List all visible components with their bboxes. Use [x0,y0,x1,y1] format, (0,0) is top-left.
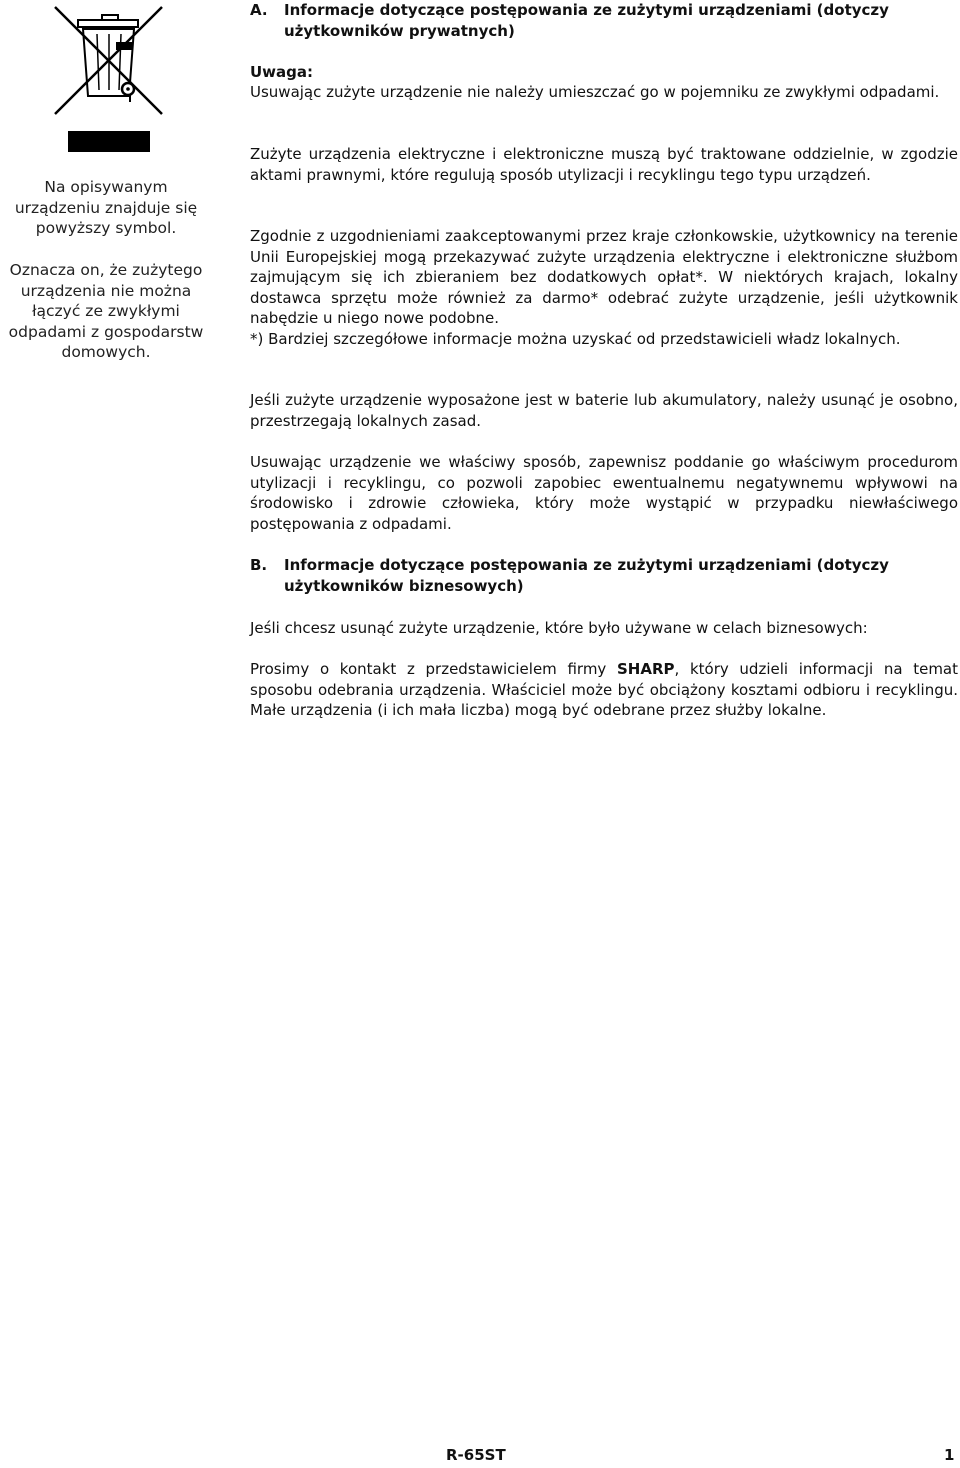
paragraph-b2-end: , który udzieli informacji na temat sposobu odebrania urządzenia. Właściciel może być obciążony kosztami odbioru i recyklingu. Małe urządzenia (i ich mała liczba) mogą być odebrane przez służby lokalne. [250,660,959,719]
brand-name: SHARP [617,660,675,678]
section-b-letter: B. [250,556,268,574]
paragraph-a2: Zgodnie z uzgodnieniami zaakceptowanymi przez kraje członkowskie, użytkownicy na terenie Unii Europejskiej mogą przekazywać zużyte urządzenia elektryczne i elektroniczne służbom zajmującym się ich zbieraniem bez dodatkowych opłat*. W niektórych krajach, lokalny dostawca sprzętu może również za darmo* odebrać zużyte urządzenie, jeśli użytkownik nabędzie u niego nowe podobne. [250,227,958,327]
paragraph-b1: Jeśli chcesz usunąć zużyte urządzenie, które było używane w celach biznesowych: [250,619,868,637]
note-label: Uwaga: [250,63,314,81]
crossed-out-wheeled-bin-icon [52,4,166,118]
footnote-wrap [250,329,958,350]
section-a-title: Informacje dotyczące postępowania ze zużytymi urządzeniami (dotyczy użytkowników prywatnych) [284,1,889,40]
section-b-heading [250,555,958,597]
symbol-meaning: Oznacza on, że zużytego urządzenia nie można łączyć ze zwykłymi odpadami z gospodarstw domowych. [8,261,204,361]
paragraph-a1: Zużyte urządzenia elektryczne i elektroniczne muszą być traktowane oddzielnie, w zgodzie aktami prawnymi, które regulują sposób utylizacji i recyklingu tego typu urządzeń. [250,145,958,184]
note-text: Usuwając zużyte urządzenie nie należy umieszczać go w pojemniku ze zwykłymi odpadami. [250,83,940,101]
paragraph-b2 [250,659,958,721]
footer-model: R-65ST [446,1446,506,1464]
symbol-description: Na opisywanym urządzeniu znajduje się powyższy symbol. [14,178,198,237]
section-a-letter: A. [250,1,268,19]
black-bar [68,131,150,152]
paragraph-b2-start: Prosimy o kontakt z przedstawicielem firmy [250,660,617,678]
paragraph-a3: Jeśli zużyte urządzenie wyposażone jest w baterie lub akumulatory, należy usunąć je osobno, przestrzegają lokalnych zasad. [250,391,958,430]
section-b-title: Informacje dotyczące postępowania ze zużytymi urządzeniami (dotyczy użytkowników biznesowych) [284,556,889,595]
page-number: 1 [944,1446,955,1464]
section-a-heading [250,0,958,42]
footnote: *) Bardziej szczegółowe informacje można uzyskać od przedstawicieli władz lokalnych. [250,330,901,348]
paragraph-a4: Usuwając urządzenie we właściwy sposób, zapewnisz poddanie go właściwym procedurom utylizacji i recyklingu, co pozwoli zapobiec ewentualnemu negatywnemu wpływowi na środowisko i zdrowie człowieka, który może wystąpić w przypadku niewłaściwego postępowania z odpadami. [250,453,958,533]
